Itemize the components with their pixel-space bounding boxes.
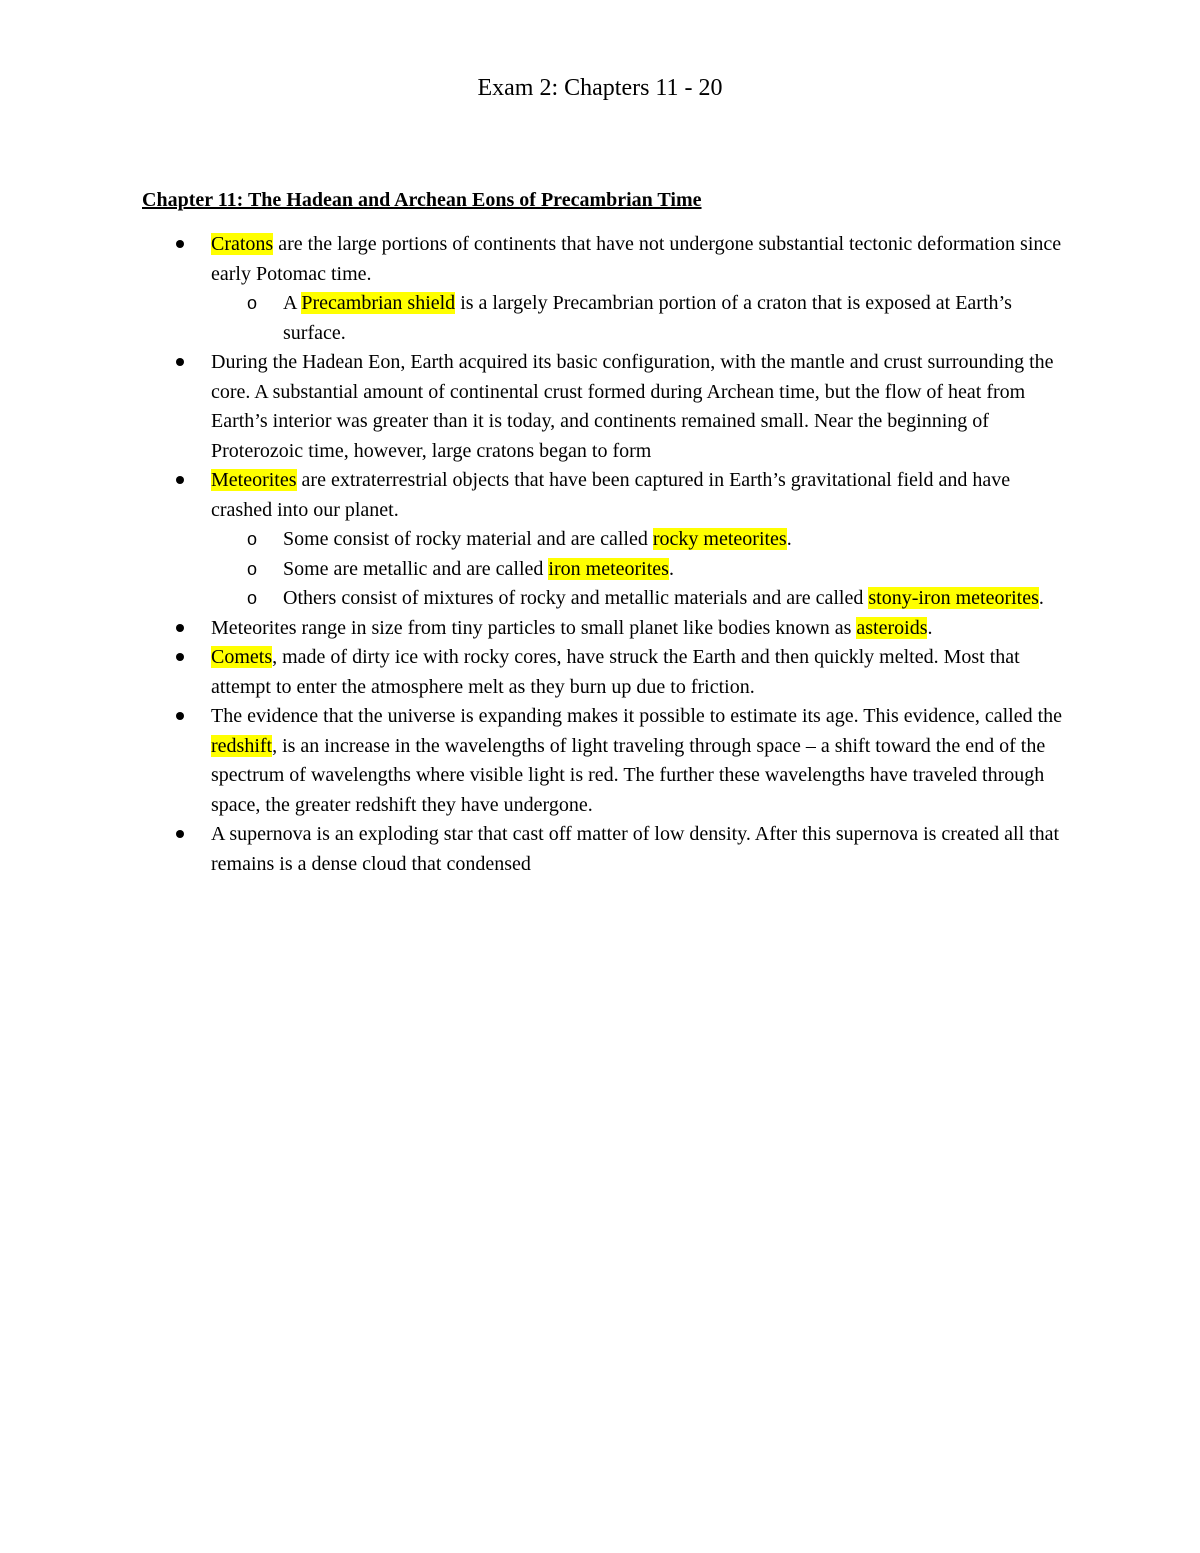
list-item-redshift (142, 702, 1072, 820)
highlighted-term: iron meteorites (548, 557, 669, 580)
chapter-heading: Chapter 11: The Hadean and Archean Eons of Precambrian Time (142, 189, 702, 211)
highlighted-term: Meteorites (211, 469, 297, 491)
list-item-text: , made of dirty ice with rocky cores, have struck the Earth and then quickly melted. Most that attempt to enter the atmosphere melt as they burn up due to friction. (211, 646, 1020, 698)
bullet-icon (176, 240, 184, 248)
sub-list-item-text: Some consist of rocky material and are called (283, 528, 653, 550)
sub-list-item-text: Others consist of mixtures of rocky and metallic materials and are called (283, 587, 869, 609)
highlighted-term: Cratons (211, 233, 274, 255)
highlighted-term: redshift (211, 734, 273, 757)
sub-list-item-rocky-meteorites (211, 525, 1072, 555)
circle-bullet-icon: o (247, 558, 258, 579)
sub-bullet-list (211, 289, 1072, 348)
highlighted-term: rocky meteorites (652, 528, 787, 550)
sub-list-item-stony-iron-meteorites (211, 584, 1072, 614)
circle-bullet-icon: o (247, 529, 258, 549)
list-item-text: During the Hadean Eon, Earth acquired its basic configuration, with the mantle and crust surrounding the core. A substantial amount of continental crust formed during Archean time, but the flow of heat from Earth’s interior was greater than it is today, and continents remained small. Near the beginning of Proterozoic time, however, large cratons began to form (211, 351, 1054, 462)
list-item-meteorites (142, 466, 1072, 614)
list-item-supernova (142, 820, 1072, 879)
bullet-icon (176, 830, 184, 838)
list-item-hadean-eon (142, 348, 1072, 466)
bullet-icon (176, 476, 184, 484)
document-title: Exam 2: Chapters 11 - 20 (477, 75, 723, 101)
sub-list-item-text: A (283, 292, 302, 314)
sub-list-item-text: . (786, 528, 792, 550)
list-item-text: The evidence that the universe is expanding makes it possible to estimate its age. This evidence, called the (211, 705, 1063, 727)
bullet-icon (176, 653, 184, 661)
list-item-text: are extraterrestrial objects that have been captured in Earth’s gravitational field and have crashed into our planet. (211, 469, 1011, 521)
bullet-icon (176, 624, 184, 632)
sub-bullet-list (211, 525, 1072, 614)
list-item-text: are the large portions of continents that have not undergone substantial tectonic deformation since early Potomac time. (211, 233, 1062, 285)
highlighted-term: Precambrian shield (301, 292, 456, 314)
notes-content (142, 230, 1072, 879)
list-item-comets (142, 643, 1072, 702)
list-item-text: , is an increase in the wavelengths of light traveling through space – a shift toward the end of the spectrum of wavelengths where visible light is red. The further these wavelengths have traveled through space, the greater redshift they have undergone. (211, 734, 1046, 816)
sub-list-item-text: . (1038, 587, 1044, 609)
highlighted-term: stony-iron meteorites (868, 587, 1039, 609)
sub-list-item-text: Some are metallic and are called (283, 557, 549, 580)
highlighted-term: Comets (211, 646, 273, 668)
sub-list-item-text: . (668, 557, 674, 580)
list-item-text: . (927, 616, 933, 639)
circle-bullet-icon: o (247, 293, 258, 313)
list-item-text: Meteorites range in size from tiny particles to small planet like bodies known as (211, 616, 857, 639)
sub-list-item-iron-meteorites (211, 555, 1072, 585)
sub-list-item-text: is a largely Precambrian portion of a craton that is exposed at Earth’s surface. (283, 292, 1012, 344)
list-item-asteroids (142, 614, 1072, 644)
circle-bullet-icon: o (247, 588, 258, 608)
highlighted-term: asteroids (856, 616, 928, 639)
bullet-icon (176, 712, 184, 720)
list-item-cratons (142, 230, 1072, 348)
sub-list-item-precambrian-shield (211, 289, 1072, 348)
list-item-text: A supernova is an exploding star that cast off matter of low density. After this supernova is created all that remains is a dense cloud that condensed (211, 823, 1060, 875)
bullet-list (142, 230, 1072, 879)
bullet-icon (176, 358, 184, 366)
